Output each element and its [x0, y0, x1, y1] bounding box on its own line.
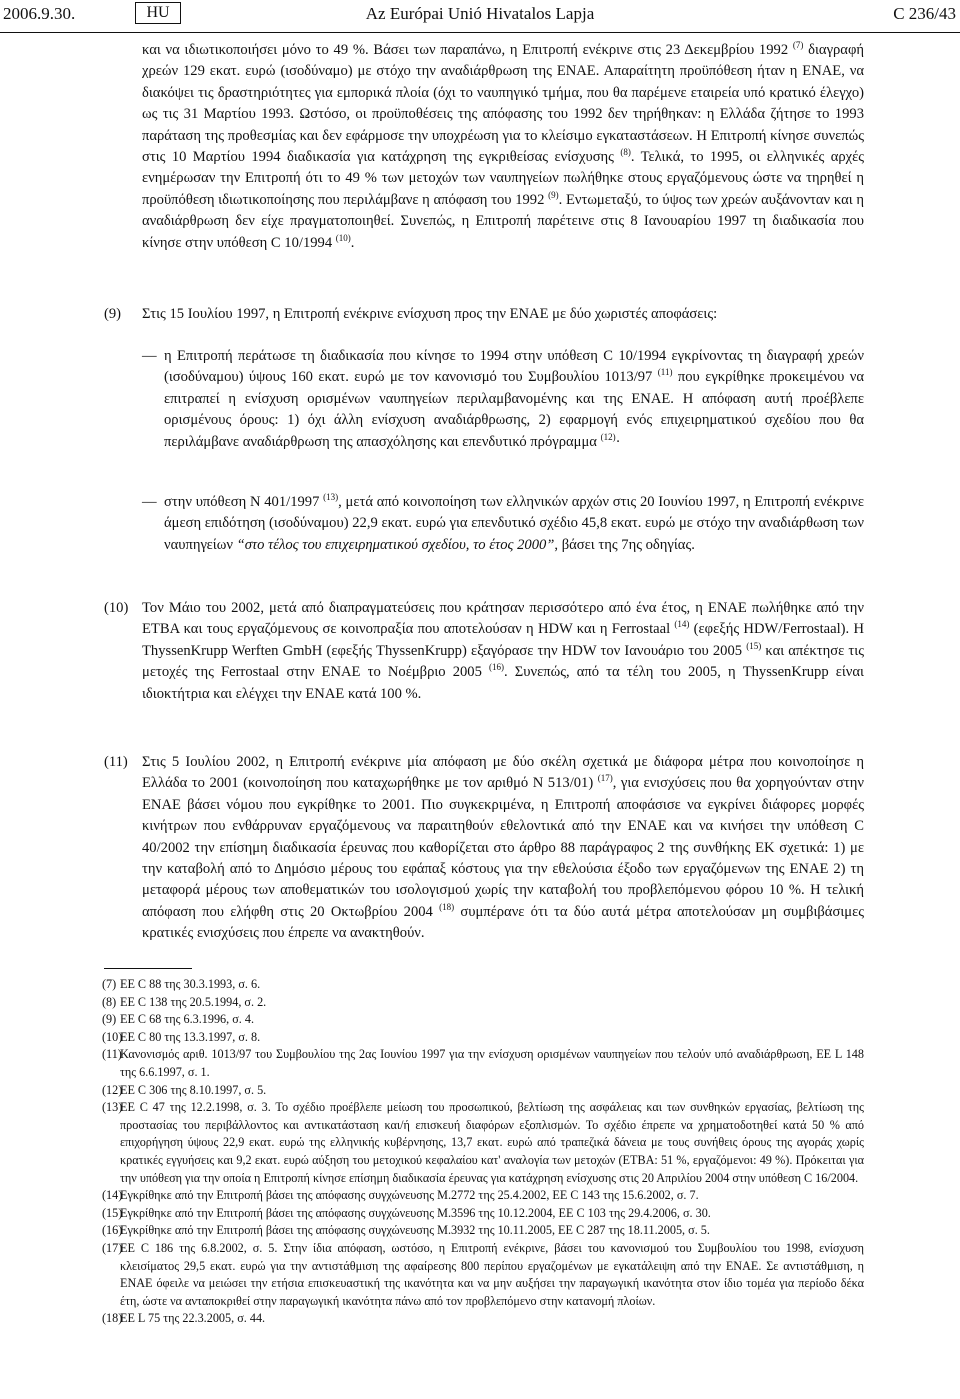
footnote [104, 1046, 864, 1081]
dash1-text-b: που εγκρίθηκε προκειμένου να επιτραπεί η ενίσχυση ορισμένων ναυπηγείων περιλαμβανομένης και της ΕΝΑΕ. Η απόφαση αυτή προέβλεπε ορισμένους όρους: 1) όχι άλλη ενίσχυση αναδιάρθρωσης, 2) εφαρμογή ενός επιχειρηματικού σχεδίου που θα περιλάμβανε αναδιάρθρωση της απασχόλησης και επενδυτικό πρόγραμμα [164, 369, 864, 450]
intro-text-5: . [350, 234, 355, 251]
header-date: 2006.9.30. [3, 4, 76, 23]
dash2-text-b: , μετά από κοινοποίηση των ελληνικών αρχών στις 20 Ιουνίου 1997, η Επιτροπή ενέκρινε άμεση επιδότηση (ισοδύναμου) 22,9 εκατ. ευρώ για επενδυτικό σχέδιο 45,8 εκατ. ευρώ με στόχο την αναδιάρθωση των ναυπηγείων [164, 494, 864, 553]
dash1-text-a: η Επιτροπή περάτωσε τη διαδικασία που κίνησε το 1994 στην υπόθεση C 10/1994 εγκρίνοντας τη διαγραφή χρεών (ισοδύναμου) ύψους 160 εκατ. ευρώ με τον κανονισμό του Συμβουλίου 1013/97 [164, 348, 864, 386]
dash-marker: — [142, 348, 157, 364]
intro-text-4: . Εντωμεταξύ, το ύψος των χρεών αυξάνονταν και η αναδιάρθρωση δεν είχε πραγματοποιηθεί. Συνεπώς, η Επιτροπή παρέτεινε στις 8 Ιανουαρίου 1997 τη διαδικασία που κίνησε στην υπόθεση C 10/1994 [142, 191, 864, 251]
footnote [104, 1205, 864, 1223]
para11-text-c: συμπέρανε ότι τα δύο αυτά μέτρα αποτελούσαν μη συμβιβάσιμες κρατικές ενισχύσεις που έπρεπε να ανακτηθούν. [142, 903, 864, 942]
footnote-ref-12[interactable]: (12) [600, 431, 616, 442]
para10-text-c: και απέκτησε τις μετοχές της Ferrostaal στην ΕΝΑΕ το Νοέμβριο 2005 [142, 642, 864, 681]
para11-text-b: , για ενισχύσεις που θα χορηγούνταν στην ΕΝΑΕ βάσει νόμου που εγκρίθηκε το 2001. Πιο συγκεκριμένα, η Επιτροπή αποφάσισε να εγκρίνει διάφορες μορφές κινήτρων που ενθάρρυναν εργαζόμενους να παραιτηθούν εθελοντικά από την ΕΝΑΕ και να κινήσει την υπόθεση C 40/2002 την επίσημη διαδικασία έρευνας που καθορίζεται στο άρθρο 88 παράγραφος 2 της συνθήκης ΕΚ σχετικά: 1) με την καταβολή από το Δημόσιο μέρους του εφάπαξ κόστους για την εθελούσια έξοδο των εργαζόμενων της ΕΝΑΕ 2) τη μεταφορά μέρους των αποθεματικών του ισολογισμού χωρίς την καταβολή του προβλεπόμενου φόρου 10 %. Η τελική απόφαση που ελήφθη στις 20 Οκτωβρίου 2004 [142, 775, 864, 920]
footnote-ref-10[interactable]: (10) [335, 232, 351, 243]
intro-paragraph [142, 40, 864, 254]
footnote-text: Εγκρίθηκε από την Επιτροπή βάσει της απόφασης συγχώνευσης M.3932 της 10.11.2005, ΕΕ C 287 της 18.11.2005, σ. 5. [120, 1223, 710, 1238]
para-9-text: Στις 15 Ιουλίου 1997, η Επιτροπή ενέκρινε ενίσχυση προς την ΕΝΑΕ με δύο χωριστές αποφάσεις: [142, 306, 718, 322]
footnote-text: ΕΕ C 47 της 12.2.1998, σ. 3. Το σχέδιο προέβλεπε μείωση του προσωπικού, βελτίωση της ασφάλειας και των συνθηκών εργασίας, βελτίωση της προστασίας του περιβάλλοντος και αντικατάσταση και/ή επισκευή διαφόρων εξοπλισμών. Το σχέδιο έπρεπε να χρηματοδοτηθεί κατά 50 % από επιχορήγηση ύψους 22,9 εκατ. ευρώ της ελληνικής κυβέρνησης, 13,7 εκατ. ευρώ από τραπεζικά δάνεια με τους συνήθεις όρους της αγοράς χωρίς κρατικές εγγυήσεις και 9,2 εκατ. ευρώ αύξηση του μετοχικού κεφαλαίου κατ' αναλογία των μετοχών (ΕΤΒΑ: 51 %, εργαζόμενοι: 49 %). Πρόκειται για την υπόθεση για την οποία η Επιτροπή κίνησε επίσημη διαδικασία έρευνας για κατάχρηση ενίσχυσης στις 20 Απριλίου 2004 στην υπόθεση C 16/2004. [120, 1100, 864, 1185]
footnotes [104, 976, 864, 1328]
footnote-ref-14[interactable]: (14) [674, 619, 690, 630]
para-11-text [142, 752, 864, 945]
footnote-text: ΕΕ C 138 της 20.5.1994, σ. 2. [120, 994, 267, 1009]
para-9-dash-item-2 [142, 492, 864, 556]
footnote-ref-17[interactable]: (17) [597, 773, 613, 784]
para10-text-d: . Συνεπώς, από τα τέλη του 2005, η ThyssenKrupp είναι ιδιοκτήτρια και ελέγχει την ΕΝΑΕ κατά 100 %. [142, 664, 864, 702]
header-rule [0, 32, 960, 33]
dash2-text-c: , βάσει της 7ης οδηγίας. [554, 536, 695, 553]
footnote-number: (10) [102, 1029, 123, 1044]
footnote [104, 1099, 864, 1187]
header-journal-title: Az Európai Unió Hivatalos Lapja [365, 4, 595, 23]
dash-item-body [164, 346, 864, 453]
para10-text-a: Τον Μάιο του 2002, μετά από διαπραγματεύσεις που κράτησαν περισσότερο από ένα έτος, η ΕΝΑΕ πωλήθηκε από την ΕΤΒΑ και τους εργαζόμενους σε κοινοπραξία που αποτελούσαν η HDW και η Ferrostaal [142, 600, 864, 638]
intro-text-3: . Τελικά, το 1995, οι ελληνικές αρχές ενημέρωσαν την Επιτροπή ότι το 49 % των μετοχών των ναυπηγείων πωλήθηκε στους εργαζόμενους ώστε να τηρηθεί η προϋπόθεση ιδιωτικοποίησης που περιλάμβανε η απόφαση του 1992 [142, 149, 865, 208]
para-10-number: (10) [104, 600, 129, 616]
footnote [104, 1222, 864, 1240]
footnote [104, 1240, 864, 1310]
footnote [104, 1082, 864, 1100]
footnote-number: (13) [102, 1100, 123, 1115]
footnote-ref-7[interactable]: (7) [792, 40, 804, 51]
footnote-text: ΕΕ C 306 της 8.10.1997, σ. 5. [120, 1082, 267, 1097]
footnote-ref-15[interactable]: (15) [746, 640, 762, 651]
dash2-text-a: στην υπόθεση Ν 401/1997 [164, 494, 324, 510]
para-10-text [142, 598, 864, 705]
footnote-text: ΕΕ C 88 της 30.3.1993, σ. 6. [120, 977, 261, 991]
footnote [104, 1029, 864, 1047]
footnote-number: (12) [102, 1082, 123, 1097]
footnote-number: (7) [102, 977, 117, 991]
footnote-ref-9[interactable]: (9) [548, 189, 559, 200]
footnote-number: (11) [102, 1047, 122, 1062]
footnote-text: Εγκρίθηκε από την Επιτροπή βάσει της απόφασης συγχώνευσης M.2772 της 25.4.2002, ΕΕ C 143 της 15.6.2002, σ. 7. [120, 1188, 699, 1203]
dash-item-body [164, 492, 864, 556]
footnote-ref-11[interactable]: (11) [657, 367, 673, 378]
footnote-number: (17) [102, 1240, 123, 1255]
footnote [104, 976, 864, 994]
footnote [104, 1310, 864, 1328]
header-page-ref: C 236/43 [893, 4, 956, 23]
footnote-text: ΕΕ C 186 της 6.8.2002, σ. 5. Στην ίδια απόφαση, ωστόσο, η Επιτροπή ενέκρινε, βάσει του κανονισμού του Συμβουλίου του 1998, ενίσχυση κλεισίματος 29,5 εκατ. ευρώ για την αντιστάθμιση της αφαίρεσης 800 περίπου εργαζομένων με εγκατάλειψη από την ΕΝΑΕ. Σε αντιστάθμιση, η ΕΝΑΕ όφειλε να μειώσει την ετήσια επισκευαστική της ικανότητα και να μην αυξήσει την παραγωγική ικανότητα στον ίδιο τομέα για περίοδο δέκα έτη, ώστε να ανταποκριθεί στην παραγωγική ικανότητα πάνω από τον προβλεπόμενο στην κατανομή πλοίων. [120, 1240, 864, 1308]
header [0, 0, 960, 30]
footnote-text: Κανονισμός αριθ. 1013/97 του Συμβουλίου της 2ας Ιουνίου 1997 για την ενίσχυση ορισμένων ναυπηγείων που τελούν υπό αναδιάρθρωση, ΕΕ L 148 της 6.6.1997, σ. 1. [120, 1047, 864, 1079]
footnote-separator [104, 968, 192, 969]
para-9-dash-item-1 [142, 346, 864, 453]
footnote-ref-16[interactable]: (16) [489, 662, 505, 673]
footnote-number: (9) [102, 1012, 117, 1027]
footnote-number: (16) [102, 1223, 123, 1238]
footnote-ref-13[interactable]: (13) [323, 492, 339, 503]
para-11-number: (11) [104, 754, 128, 770]
dash-marker: — [142, 494, 157, 510]
para10-text-b: (εφεξής HDW/Ferrostaal). Η ThyssenKrupp Werften GmbH (εφεξής ThyssenKrupp) εξαγόρασε την HDW τον Ιανουάριο του 2005 [142, 621, 864, 659]
footnote-text: Εγκρίθηκε από την Επιτροπή βάσει της απόφασης συγχώνευσης M.3596 της 10.12.2004, ΕΕ C 103 της 29.4.2006, σ. 30. [120, 1205, 711, 1220]
footnote-ref-18[interactable]: (18) [439, 901, 455, 912]
intro-text-1: και να ιδιωτικοποιήσει μόνο το 49 %. Βάσει των παραπάνω, η Επιτροπή ενέκρινε στις 23 Δεκεμβρίου 1992 [142, 42, 793, 58]
footnote-ref-8[interactable]: (8) [620, 147, 631, 158]
footnote-number: (14) [102, 1188, 123, 1203]
header-language-box: HU [135, 2, 181, 24]
footnote-text: ΕΕ L 75 της 22.3.2005, σ. 44. [120, 1311, 266, 1326]
footnote-number: (18) [102, 1311, 123, 1326]
dash1-text-c: · [615, 433, 621, 450]
footnote-number: (15) [102, 1205, 123, 1220]
para-9-number: (9) [104, 306, 122, 322]
footnote [104, 994, 864, 1012]
dash2-italic-quote: “στο τέλος του επιχειρηματικού σχεδίου, το έτος 2000” [236, 536, 555, 553]
footnote-text: ΕΕ C 80 της 13.3.1997, σ. 8. [120, 1029, 261, 1044]
footnote [104, 1011, 864, 1029]
para11-text-a: Στις 5 Ιουλίου 2002, η Επιτροπή ενέκρινε μία απόφαση με δύο σκέλη σχετικά με διάφορα μέτρα που κοινοποίησε η Ελλάδα το 2001 (κοινοποίηση που καταχωρήθηκε με τον αριθμό Ν 513/01) [142, 754, 864, 792]
intro-text-2: διαγραφή χρεών 129 εκατ. ευρώ (ισοδύναμο) με στόχο την αναδιάρθρωση της ΕΝΑΕ. Απαραίτητη προϋπόθεση ήταν η ΕΝΑΕ, να διακόψει τις δραστηριότητες για εμπορικά πλοία (όχι το ναυπηγικό τμήμα, που θα παρέμενε εταιρεία υπό κρατικό έλεγχο) ως τις 31 Μαρτίου 1993. Ωστόσο, οι προϋποθέσεις της απόφασης του 1992 δεν τηρήθηκαν: η Ελλάδα ζήτησε το 1993 παράταση της προθεσμίας και δεν εφάρμοσε την υποχρέωση για το κλείσιμο εγκαταστάσεων. Η Επιτροπή κίνησε συνεπώς στις 10 Μαρτίου 1994 διαδικασία για κατάχρηση της εγκριθείσας ενίσχυσης [142, 42, 865, 166]
footnote-number: (8) [102, 994, 117, 1009]
footnote-text: ΕΕ C 68 της 6.3.1996, σ. 4. [120, 1012, 255, 1027]
footnote [104, 1187, 864, 1205]
